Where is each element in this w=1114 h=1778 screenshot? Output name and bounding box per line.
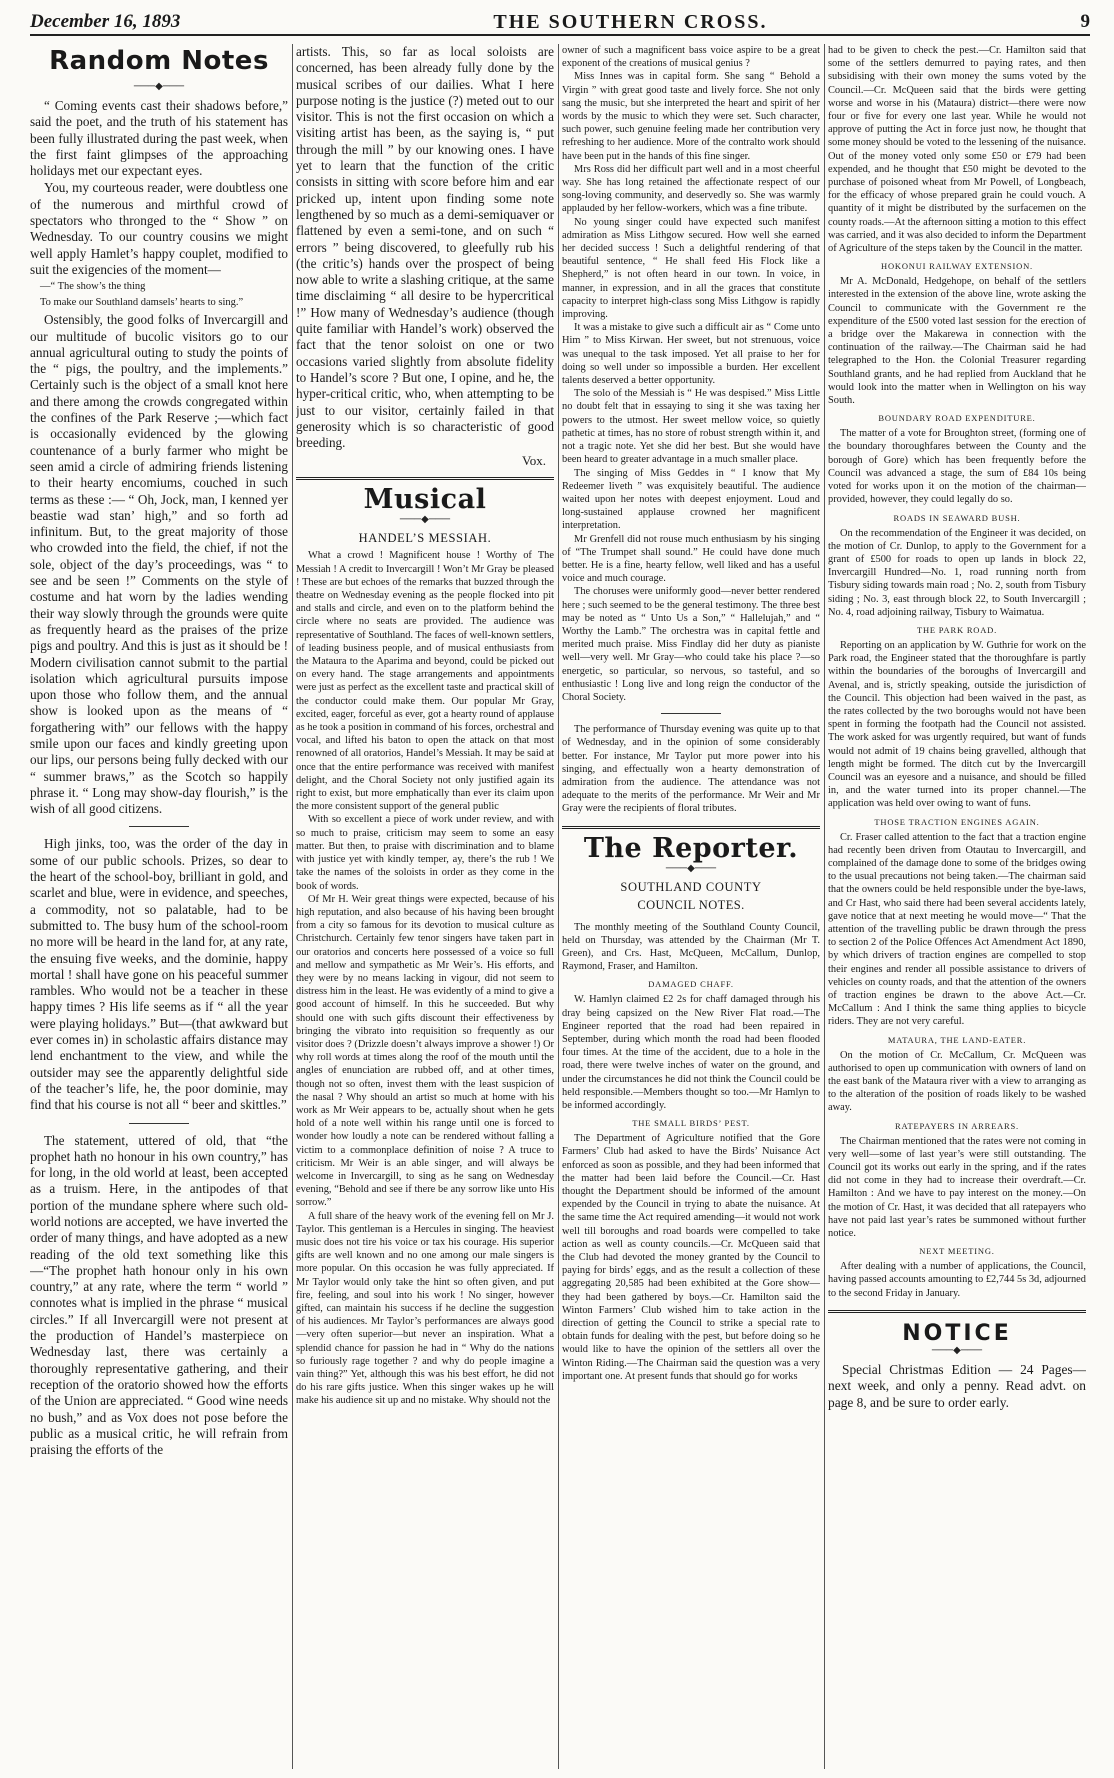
reporter-subheading: COUNCIL NOTES. — [637, 897, 745, 912]
section-subhead: MATAURA, THE LAND-EATER. — [887, 1034, 1027, 1045]
paragraph: What a crowd ! Magnificent house ! Worthy of The Messiah ! A credit to Invercargill ! Won’t Mr Gray be pleased ! These are but echoes of the remarks that buzzed through the theatre on Wednesday evening as the people flocked into pit and stalls and circle, and even on to the platform behind the circle where no seats are provided. The audience was representative of Southland. The faces of well-known settlers, of leading business people, and of musical enthusiasts from the Mataura to the Aparima and beyond, could be picked out on every hand. The stage arrangements and appointments were just as perfect as the excellent taste and practical skill of the conductor could make them. Our popular Mr Gray, excited, eager, forceful as ever, got a hearty round of applause as he took a position in command of his forces, orchestral and vocal, and lifted his baton to open the attack on that most renowned of all oratorios, Handel’s Messiah. It may be said at once that the entire performance was received with manifest delight, and the Choral Society not only justified again its right to exist, but more emphatically than ever its claim upon the more consistent support of the general public — [296, 550, 554, 813]
paragraph: After dealing with a number of applications, the Council, having passed accounts amounting to £2,744 5s 3d, adjourned to the second Friday in January. — [828, 1261, 1086, 1299]
ornament-icon: ───◆─── — [665, 862, 717, 874]
ornament-icon: ───◆─── — [133, 81, 185, 92]
paragraph: With so excellent a piece of work under review, and with so much to praise, criticism may seem to some an easy matter. But then, to praise with discrimination and to blame with justice yet with kindly temper, ay, there’s the rub ! We take the names of the soloists in order as they come in the book of words. — [296, 814, 554, 892]
section-subhead: THE SMALL BIRDS’ PEST. — [632, 1118, 750, 1129]
notice-heading: NOTICE — [902, 1320, 1012, 1346]
paragraph: The monthly meeting of the Southland County Council, held on Thursday, was attended by the Chairman (Mr T. Green), and Crs. Hast, McQueen, McCallum, Dunlop, Raymond, Fraser, and Hamilton. — [562, 921, 820, 973]
verse-line: To make our Southland damsels’ hearts to sing.” — [40, 297, 244, 309]
column-rule — [558, 44, 559, 1769]
musical-heading: Musical — [363, 484, 487, 516]
section-subhead: DAMAGED CHAFF. — [648, 979, 734, 990]
section-subhead: NEXT MEETING. — [919, 1246, 995, 1257]
paragraph: owner of such a magnificent bass voice aspire to be a great exponent of the creations of musical genius ? — [562, 45, 820, 70]
random-notes-heading: Random Notes — [49, 46, 269, 76]
paragraph: The performance of Thursday evening was quite up to that of Wednesday, and in the opinion of some considerably better. For instance, Mr Taylor put more power into his singing, and effectually won a hearty demonstration of admiration from the audience. The attendance was not adequate to the merits of the performance. Mr Weir and Mr Gray were the recipients of floral tributes. — [562, 724, 820, 815]
paragraph: Reporting on an application by W. Guthrie for work on the Park road, the Engineer stated that the thoroughfare is partly within the boundaries of the boroughs of Invercargill and Avenal, and is, strictly speaking, outside the jurisdiction of the Council. This objection had been waived in the past, as the rates collected by the two boroughs would not have been spent in forming the footpath had the Council not assisted. The work asked for was urgently required, but want of funds would not admit of 19 chains being gravelled, although that length might be formed. The ditch cut by the Invercargill Council was an eyesore and a nuisance, and should be filled in, and the water turned into its proper channel.—The application was held over owing to want of funs. — [828, 639, 1086, 810]
issue-date: December 16, 1893 — [30, 11, 181, 32]
paragraph: The matter of a vote for Broughton street, (forming one of the boundary thoroughfares between the County and the borough of Gore) which has been frequently before the Council was advanced a stage, the sum of £84 10s being voted for works upon it on the motion of the chairman—provided, however, they could legally do so. — [828, 428, 1086, 506]
paragraph: The solo of the Messiah is “ He was despised.” Miss Little no doubt felt that in essaying to sing it she was taxing her powers to the utmost. Her sweet mellow voice, so quietly pathetic at times, has no store of robust strength within it, and not a tragic note. Yet she did her best. But she would have been heard to greater advantage in a much smaller place. — [562, 388, 820, 466]
paragraph: Of Mr H. Weir great things were expected, because of his high reputation, and also because of his having been brought from a city so famous for its devotion to musical culture as Christchurch. Certainly few tenor singers have taken part in our oratorios and concerts here possessed of a voice so full and mellow and sympathetic as Mr Weir’s. His efforts, and they were by no means lacking in vigour, did not seem to distress him in the least. He was evidently of a mind to give a good account of himself. In this he succeeded. But why should one with such gifts discount their effectiveness by bringing the vibrato into requisition so frequently as our visitor does ? (Drizzle doesn’t always improve a shower !) Or why roll words at times along the roof of the mouth until the angles of enunciation are rubbed off, and at other times, though not so often, invest them with the least suspicion of the nasal ? Why should an artist so much at home with his work as Mr Weir appears to be, actually shout when he gets hold of a note well within his range until one is forced to wonder how loudly a note can be rendered without falling a victim to a commonplace definition of noise ? A truce to criticism. Mr Weir is an able singer, and will always be welcome in Invercargill, to sing as he sang on Wednesday evening, “Behold and see if there be any sorrow like unto His sorrow.” — [296, 893, 554, 1209]
notice-box — [828, 1310, 1086, 1412]
paragraph: Mr A. McDonald, Hedgehope, on behalf of the settlers interested in the extension of the above line, wrote asking the Council to communicate with the Government re the expenditure of the £500 voted last session for the erection of a bridge over the Makarewa in connection with the continuation of the railway.—The Chairman said he had telegraphed to the Hon. the Colonial Treasurer regarding Southland grants, and he had replied from Auckland that he would look into the matter when in Wellington on his way South. — [828, 276, 1086, 407]
section-subhead: THOSE TRACTION ENGINES AGAIN. — [874, 816, 1040, 827]
column-4 — [828, 44, 1086, 1769]
paragraph: had to be given to check the pest.—Cr. Hamilton said that some of the settlers demurred to paying rates, and then subsidising with their own money the sums voted by the Council.—Cr. McQueen said that the birds were getting worse and worse in his (Mataura) district—there were now four or five for every one last year. While he would not approve of putting the Act in force just now, he thought that some money should be voted to the lessening of the nuisance. Out of the money voted only some £50 or £79 had been expended, and he thought that £50 might be devoted to the purchase of poisoned wheat from Mr Powell, of Longbeach, for the efficacy of whose prepared grain he could vouch. A quantity of it might be distributed by the surfacemen on the county roads.—At the afternoon sitting a motion to this effect was carried, and it was also decided to inform the Department of Agriculture of the steps taken by the Council in the matter. — [828, 45, 1086, 255]
section-subhead: BOUNDARY ROAD EXPENDITURE. — [878, 413, 1036, 424]
section-subhead: THE PARK ROAD. — [916, 624, 998, 635]
section-subhead: RATEPAYERS IN ARREARS. — [895, 1120, 1019, 1131]
paragraph: A full share of the heavy work of the evening fell on Mr J. Taylor. This gentleman is a Hercules in singing. The heaviest music does not tire his voice or tax his courage. His superior gifts are well known and no one among our male singers is more popular. On this occasion he was fully appreciated. If Mr Taylor would only take the hint so often given, and put fire, feeling, and soul into his work ! No singer, however gifted, can maintain his success if he decline the suggestion of his audiences. Mr Taylor’s performances are always good—very often superior—but never an inspiration. What a splendid chance for passion he had in “ Why do the nations so furiously rage together ? and why do people imagine a vain thing?” Yet, although this was his best effort, he did not do his rare gifts justice. When this singer wakes up he will make his audience sit up and no mistake. Why should not the — [296, 1210, 554, 1407]
separator — [129, 1123, 189, 1124]
column-2 — [296, 44, 554, 1769]
newspaper-title: THE SOUTHERN CROSS. — [493, 10, 768, 33]
paragraph: Mr Grenfell did not rouse much enthusiasm by his singing of “The Trumpet shall sound.” He could have done much better. He is a fine, hearty fellow, well liked and has a useful voice and much courage. — [562, 533, 820, 585]
paragraph: On the motion of Cr. McCallum, Cr. McQueen was authorised to open up communication with owners of land on the east bank of the Mataura river with a view to arranging as to the alteration of the position of roads likely to be washed away. — [828, 1049, 1086, 1114]
paragraph: W. Hamlyn claimed £2 2s for chaff damaged through his dray being capsized on the New River Flat road.—The Engineer reported that the road had been repaired in September, during which month the road had been flooded four times. At the time of the accident, due to a hole in the road, there were twelve inches of water on the ground, and under the circumstances he did not think the Council could be held responsible.—Members thought so too.—Mr Hamlyn to be informed accordingly. — [562, 994, 820, 1112]
column-rule — [292, 44, 293, 1769]
section-divider — [562, 826, 820, 833]
page-number: 9 — [1080, 11, 1090, 32]
reporter-heading: The Reporter. — [583, 832, 799, 864]
paragraph: Ostensibly, the good folks of Invercargill and our multitude of bucolic visitors go to our annual agricultural outing to study the points of the “ pigs, the poultry, and the implements.” Certainly such is the object of a small knot here and there among the crowds congregated within the confines of the Park Reserve ;—which fact is occasionally evidenced by the glowing countenance of a burly farmer who might be seen amid a circle of admiring friends listening to their hearty encomiums, couched in such terms as these :— “ Oh, Jock, man, I kenned yer beastie wad stan’ high,” and so forth ad infinitum. But, to the great majority of those who crowded into the field, the chief, if not the sole, object of the day’s proceedings, was “ to see and be seen !” Comments on the style of costume and hat worn by the ladies wending their way slowly through the grounds were quite as frequently heard as the praises of the prize pigs and poultry. And this is just as it should be ! Modern civilisation cannot submit to the partial isolation which agricultural pursuits impose upon those who follow them, and the annual show is looked upon as the means of “ forgathering with” our fellows with the happy smile upon our faces and kindly greeting upon our lips, our persons being fully decked with our “ summer braws,” as the Scotch so happily phrase it. “ Long may show-day flourish,” is the wish of all good citizens. — [30, 312, 288, 817]
notice-text: Special Christmas Edition — 24 Pages—next week, and only a penny. Read advt. on page 8, and be sure to order early. — [828, 1361, 1086, 1410]
paragraph: The choruses were uniformly good—never better rendered here ; such seemed to be the general testimony. The three best may be noted as “ Unto Us a Son,” “ Hallelujah,” and “ Worthy the Lamb.” The orchestra was in capital fettle and merited much praise. Miss Findlay did her duty as pianiste well—very well. Mr Gray—who could take his place ?—so energetic, so particular, so nervous, so tasteful, and so enthusiastic ! Long live and long reign the conductor of the Choral Society. — [562, 586, 820, 703]
paragraph: Miss Innes was in capital form. She sang “ Behold a Virgin ” with great good taste and lively force. She not only sang the music, but she interpreted the heart and spirit of her words by the music to which they were set. Such character, such power, such genuine feeling made her contribution very refreshing to her audience. More of the contralto work should have been put in the hands of this fine singer. — [562, 71, 820, 162]
musical-subheading: HANDEL’S MESSIAH. — [358, 531, 492, 546]
paragraph: High jinks, too, was the order of the day in some of our public schools. Prizes, so dear to the heart of the school-boy, brilliant in gold, and scarlet and blue, were in evidence, and speeches, a commodity, not so palatable, had to be submitted to. The busy hum of the school-room no more will be heard in the land for, at any rate, the ensuing five weeks, and the dominie, happy mortal ! shall have gone on his peaceful summer rambles. Who would not be a teacher in these happy times ? His life seems as if “ all the year were playing holidays.” But—(that awkward but ever comes in) in scholastic affairs distance may lend enchantment to the view, and while the outsider may see the apparently delightful side of the teacher’s life, he, the poor dominie, may find that his course is not all “ beer and skittles.” — [30, 836, 288, 1113]
paragraph: Mrs Ross did her difficult part well and in a most cheerful way. She has long retained the affectionate respect of our song-loving community, and deservedly so. She was warmly applauded by her fellow-workers, which was a fine tribute. — [562, 163, 820, 215]
section-divider — [296, 477, 554, 484]
paragraph: It was a mistake to give such a difficult air as “ Come unto Him ” to Miss Kirwan. Her sweet, but not strenuous, voice was unequal to the task imposed. Yet all praise to her for doing so well under so impossible a burden. Her excellent talents deserved a better opportunity. — [562, 322, 820, 387]
signature: Vox. — [522, 453, 546, 469]
separator — [661, 713, 721, 714]
paragraph: You, my courteous reader, were doubtless one of the numerous and mirthful crowd of spectators who thronged to the “ Show ” on Wednesday. To our country cousins we might well apply Hamlet’s happy couplet, modified to suit the exigencies of the moment— — [30, 180, 288, 277]
column-1 — [30, 44, 288, 1769]
section-subhead: ROADS IN SEAWARD BUSH. — [893, 512, 1021, 523]
verse-line: —“ The show’s the thing — [40, 281, 146, 293]
ornament-icon: ───◆─── — [931, 1344, 983, 1356]
paragraph: No young singer could have expected such manifest admiration as Miss Lithgow secured. How well she earned her decided success ! Such a delightful rendering of that beautiful sentence, “ He shall feed His Flock like a Shepherd,” is not often heard in our town. In voice, in manner, in expression, and in all the graces that constitute capacity to interpret high-class song Miss Lithgow is rapidly improving. — [562, 216, 820, 321]
paragraph: “ Coming events cast their shadows before,” said the poet, and the truth of his statement has been fully illustrated during the past week, when the first faint glimpses of the approaching holidays met our expectant eyes. — [30, 98, 288, 179]
paragraph: Cr. Fraser called attention to the fact that a traction engine had recently been driven from Otautau to Invercargill, and complained of the damage done to some of the bridges owing to the usual precautions not being taken.—The chairman said that the owners could be held responsible under the bye-laws, and Cr Hast, who said there had been several accidents lately, gave notice that at next meeting he would move—“ That the attention of the travelling public be drawn through the press to section 2 of the Police Offences Act Amendment Act 1890, by which drivers of traction engines are compelled to stop their engines and render all possible assistance to drivers of vehicles on county roads, and that the attention of the owners of traction engines be drawn to the above Act.—Cr. McCallum : And I think the same thing applies to bicycle riders. They are not very careful. — [828, 831, 1086, 1028]
paragraph: The Chairman mentioned that the rates were not coming in very well—some of last year’s were still outstanding. The Council got its works out early in the spring, and if the rates did not come in they had to increase their overdraft.—Cr. Hamilton : And we have to pay interest on the money.—On the motion of Cr. Hast, it was decided that all ratepayers who have not paid last year’s rates be summoned without further notice. — [828, 1135, 1086, 1240]
separator — [129, 826, 189, 827]
paragraph: artists. This, so far as local soloists are concerned, has been already fully done by the musical scribes of our dailies. What I here purpose noting is the justice (?) meted out to our visitor. This is not the first occasion on which a visiting artist has been, as the saying is, “ put through the mill ” by our knowing ones. I have yet to learn that the function of the critic consists in sitting with score before him and ear pricked up, intent upon finding some note lengthened by so much as a demi-semiquaver or flattened by even a semi-tone, and on such “ errors ” being discovered, to gleefully rub his (the critic’s) hands over the prospect of being now able to write a slashing critique, at the same time disclaiming “ all desire to be hypercritical !” How many of Wednesday’s audience (though quite familiar with Handel’s work) observed the fact that the tenor soloist on one or two occasions varied slightly from absolute fidelity to Handel’s score ? But one, I opine, and he, the hyper-critical critic, who, when attempting to be just to our visitor, certainly failed in that generosity which is so characteristic of good breeding. — [296, 44, 554, 451]
column-3 — [562, 44, 820, 1769]
section-subhead: HOKONUI RAILWAY EXTENSION. — [881, 261, 1033, 272]
masthead — [30, 10, 1090, 36]
paragraph: On the recommendation of the Engineer it was decided, on the motion of Cr. Dunlop, to apply to the Government for a grant of £500 for roads to open up lands in block 22, Invercargill Hundred—No. 1, road running north from Tisbury siding towards main road ; No. 2, south from Tisbury siding ; No. 3, east through block 22, to South Invercargill ; No. 4, road adjoining railway, Tisbury to Waimatua. — [828, 527, 1086, 618]
paragraph: The statement, uttered of old, that “the prophet hath no honour in his own country,” has for long, in the old world at least, been accepted as a truism. Here, in the antipodes of that portion of the mundane sphere where such old-world notions are accepted, we have inverted the order of many things, and have adopted as a new reading of the old text something like this—“The prophet hath honour only in his own country,” at any rate, where the term “ world ” connotes what is implied in the phrase “ musical circles.” If all Invercargill were not present at the production of Handel’s masterpiece on Wednesday last, there was certainly a thoroughly representative gathering, and their reception of the oratorio showed how the efforts of the Union are appreciated. “ Good wine needs no bush,” and as Vox does not pose before the public as a musical critic, he will refrain from praising the efforts of the — [30, 1132, 288, 1458]
paragraph: The singing of Miss Geddes in “ I know that My Redeemer liveth ” was exquisitely beautiful. The audience waited upon her notes with deepest enjoyment. Loud and long-sustained applause crowned her magnificent interpretation. — [562, 467, 820, 532]
reporter-subheading: SOUTHLAND COUNTY — [620, 879, 762, 894]
ornament-icon: ───◆─── — [399, 514, 451, 526]
column-rule — [824, 44, 825, 1769]
paragraph: The Department of Agriculture notified that the Gore Farmers’ Club had asked to have the Birds’ Nuisance Act enforced as soon as possible, and they had been informed that the matter had been laid before the Council.—Cr. Hast thought the Department should be informed of the amount expended by the Council in trying to abate the nuisance. At the same time the Act required amending—it would not work well till boroughs and road boards were compelled to take action as well as county councils.—Cr. McQueen said that the Club had devoted the money granted by the Council to paying for birds’ eggs, and as the result a collection of these aggregating 20,585 had been exhibited at the Gore show—they had been gathered by boys.—Cr. Hamilton said the Winton Farmers’ Club wished him to take action in the direction of getting the Council to strike a special rate to obtain funds for dealing with the pest, but before doing so he would like to have the opinion of the settlers all over the Winton Riding.—The Chairman said the question was a very important one. At present funds that should go for works — [562, 1133, 820, 1382]
